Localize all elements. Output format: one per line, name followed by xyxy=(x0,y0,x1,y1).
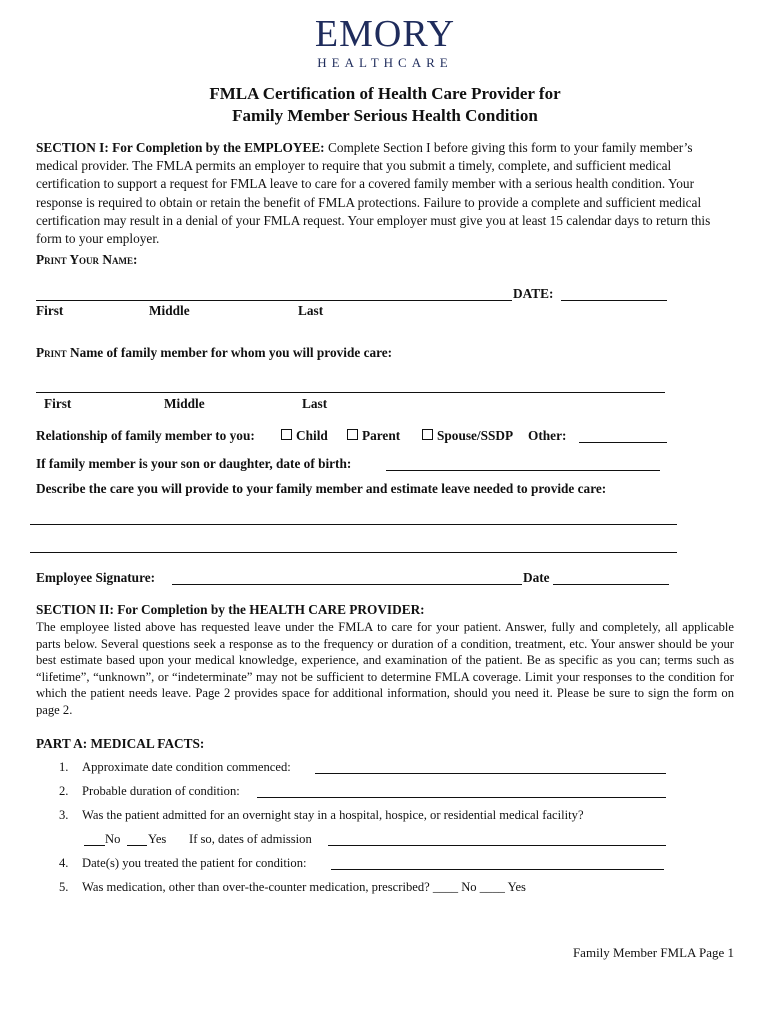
parta-item-4-label: Date(s) you treated the patient for condition: xyxy=(82,856,307,870)
child-checkbox[interactable] xyxy=(281,429,292,440)
employee-signature-label: Employee Signature: xyxy=(36,570,156,585)
condition-duration-field[interactable] xyxy=(257,797,666,798)
describe-care-label: Describe the care you will provide to your family member and estimate leave needed to provide care: xyxy=(36,481,607,496)
spouse-checkbox[interactable] xyxy=(422,429,433,440)
page-footer: Family Member FMLA Page 1 xyxy=(572,945,734,960)
admitted-yes-field[interactable] xyxy=(127,845,147,846)
employee-signature-field[interactable] xyxy=(172,584,522,585)
admitted-no-label: No xyxy=(105,832,121,846)
family-member-label xyxy=(36,345,392,361)
section1-intro xyxy=(36,139,734,248)
dob-label: If family member is your son or daughter, date of birth: xyxy=(36,456,352,471)
parta-item-1-label: Approximate date condition commenced: xyxy=(82,760,291,774)
admitted-no-field[interactable] xyxy=(84,845,105,846)
relationship-label: Relationship of family member to you: xyxy=(36,428,255,443)
parta-item-4-num: 4. xyxy=(59,856,69,870)
section2-text: The employee listed above has requested leave under the FMLA to care for your patient. Answer, fully and completely, all applicable parts below. Several questions seek a response as to the frequency or duration of a condition, treatment, etc. Your answer should be your best estimate based upon your medical knowledge, experience, and examination of the patient. Be as specific as you can; terms such as “lifetime”, “unknown”, or “indeterminate” may not be sufficient to determine FMLA coverage. Limit your responses to the condition for which the patient needs leave. Page 2 provides space for additional information, should you need it. Please be sure to sign the form on page 2. xyxy=(36,620,734,717)
admission-dates-field[interactable] xyxy=(328,845,666,846)
print-name-label: Print Your Name: xyxy=(36,252,138,267)
form-title-line2: Family Member Serious Health Condition xyxy=(232,106,538,125)
parent-label: Parent xyxy=(362,428,401,443)
child-option[interactable] xyxy=(281,428,328,444)
name-last-label: Last xyxy=(298,303,324,318)
parta-heading: PART A: MEDICAL FACTS: xyxy=(36,736,205,751)
parta-item-3-num: 3. xyxy=(59,808,69,822)
employee-name-field[interactable] xyxy=(36,300,512,301)
describe-care-line-1[interactable] xyxy=(30,524,677,525)
parta-item-5-label: Was medication, other than over-the-counter medication, prescribed? ____ No ____ Yes xyxy=(82,880,526,894)
emory-logo-subtitle: HEALTHCARE xyxy=(317,55,453,70)
parta-item-1-num: 1. xyxy=(59,760,69,774)
name-first-label: First xyxy=(36,303,64,318)
condition-commenced-field[interactable] xyxy=(315,773,666,774)
other-relationship-field[interactable] xyxy=(579,442,667,443)
emory-logo: EMORY xyxy=(314,13,456,55)
parta-item-2-label: Probable duration of condition: xyxy=(82,784,240,798)
parent-checkbox[interactable] xyxy=(347,429,358,440)
form-title-line1: FMLA Certification of Health Care Provider for xyxy=(209,84,561,103)
section1-text: Complete Section I before giving this form to your family member’s medical provider. The FMLA permits an employer to require that you submit a timely, complete, and sufficient medical certification to support a request for FMLA leave to care for a covered family member with a serious health condition. Your response is required to obtain or retain the benefit of FMLA protections. Failure to provide a complete and sufficient medical certification may result in a denial of your FMLA request. Your employer must give you at least 15 calendar days to return this form to your employer. xyxy=(36,140,711,247)
parta-item-5-num: 5. xyxy=(59,880,69,894)
section2-heading: SECTION II: For Completion by the HEALTH CARE PROVIDER: xyxy=(36,602,425,617)
name-middle-label: Middle xyxy=(149,303,190,318)
parta-item-2-num: 2. xyxy=(59,784,69,798)
describe-care-line-2[interactable] xyxy=(30,552,677,553)
parent-option[interactable] xyxy=(347,428,400,444)
other-option-label: Other: xyxy=(528,428,567,443)
date-field[interactable] xyxy=(561,300,667,301)
signature-date-field[interactable] xyxy=(553,584,669,585)
parta-item-3-label: Was the patient admitted for an overnight stay in a hospital, hospice, or residential medical facility? xyxy=(82,808,584,822)
section1-heading: SECTION I: For Completion by the EMPLOYEE: xyxy=(36,140,325,155)
family-member-label-prefix: Print xyxy=(36,345,67,360)
admitted-yes-label: Yes xyxy=(148,832,167,846)
admission-dates-label: If so, dates of admission xyxy=(189,832,312,846)
family-first-label: First xyxy=(44,396,72,411)
child-label: Child xyxy=(296,428,328,443)
family-last-label: Last xyxy=(302,396,328,411)
date-label: DATE: xyxy=(513,286,554,301)
family-member-label-text: Name of family member for whom you will provide care: xyxy=(66,345,393,360)
family-member-name-field[interactable] xyxy=(36,392,665,393)
spouse-option[interactable] xyxy=(422,428,513,444)
spouse-label: Spouse/SSDP xyxy=(437,428,514,443)
family-middle-label: Middle xyxy=(164,396,205,411)
signature-date-label: Date xyxy=(523,570,550,585)
dob-field[interactable] xyxy=(386,470,660,471)
treatment-dates-field[interactable] xyxy=(331,869,664,870)
